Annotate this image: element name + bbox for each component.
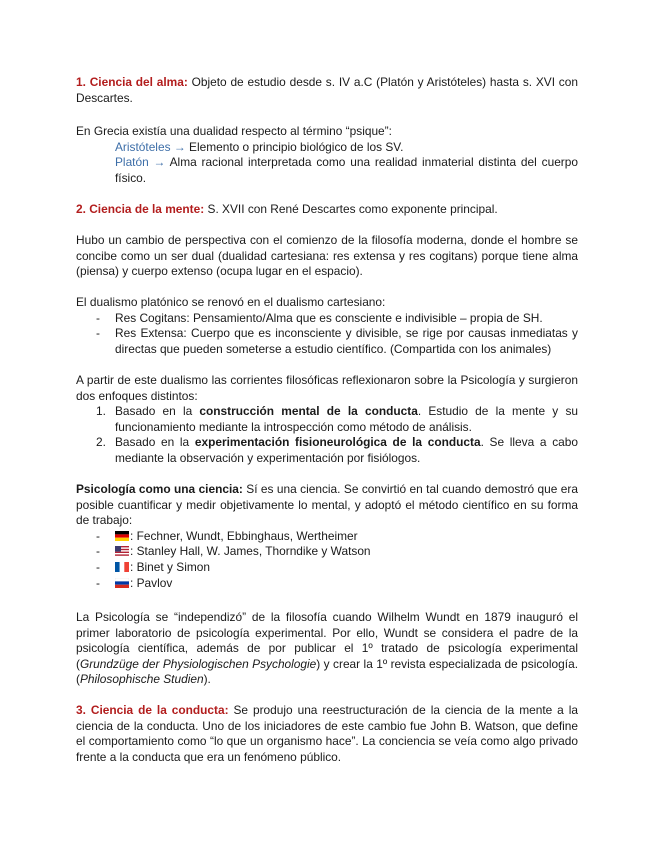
aristotle-line xyxy=(76,140,578,156)
section-conduct-paragraph xyxy=(76,703,578,765)
section-soul-heading: 1. Ciencia del alma: xyxy=(76,75,188,89)
list-number: 2. xyxy=(96,435,106,450)
dualism-block xyxy=(76,295,578,357)
bullet-dash: - xyxy=(96,326,100,341)
greece-intro: En Grecia existía una dualidad respecto al término “psique”: xyxy=(76,124,392,138)
wundt-text: ) y crear la 1º revista especializada de psicología. ( xyxy=(76,656,578,687)
wundt-paragraph xyxy=(76,610,578,688)
list-item-text: Res Extensa: Cuerpo que es inconsciente y divisible, se rige por causas inmediatas y directas que pueden someterse a estudio científico. (Compartida con los animales) xyxy=(115,326,578,356)
list-item xyxy=(76,544,578,560)
russia-flag-icon xyxy=(115,578,129,588)
pioneers-list xyxy=(76,529,578,591)
dualism-list xyxy=(76,311,578,358)
wundt-text: ). xyxy=(203,672,211,687)
section-soul-paragraph xyxy=(76,75,578,106)
germany-flag-icon xyxy=(115,531,129,541)
list-item-text: : Stanley Hall, W. James, Thorndike y Watson xyxy=(130,544,371,559)
list-item-text: Basado en la xyxy=(115,404,200,419)
list-item xyxy=(76,404,578,435)
list-item-text: Res Cogitans: Pensamiento/Alma que es consciente e indivisible – propia de SH. xyxy=(115,310,543,325)
perspective-paragraph: Hubo un cambio de perspectiva con el comienzo de la filosofía moderna, donde el hombre se concibe como un ser dual (dualidad cartesiana: res extensa y res cogitans) porque tiene alma (piensa) y cuerpo extenso (ocupa lugar en el espacio). xyxy=(76,233,578,279)
section-mind xyxy=(76,202,578,218)
list-item-text: : Fechner, Wundt, Ebbinghaus, Wertheimer xyxy=(130,528,358,543)
list-item xyxy=(76,560,578,576)
list-item-text: Basado en la xyxy=(115,435,195,450)
section-soul-text: Objeto de estudio desde s. IV a.C (Platón y Aristóteles) hasta s. XVI con Descartes. xyxy=(76,75,578,105)
list-number: 1. xyxy=(96,404,106,419)
dualism-intro: El dualismo platónico se renovó en el dualismo cartesiano: xyxy=(76,295,386,309)
section-conduct-text: Se produjo una reestructuración de la ciencia de la mente a la ciencia de la conducta. Uno de los iniciadores de este cambio fue John B. Watson, que define el comportamiento como “lo que un organismo hace”. La conciencia se veía como algo privado frente a la conducta que era un fenómeno público. xyxy=(76,703,578,764)
aristotle-name: Aristóteles → xyxy=(115,139,186,154)
greece-block xyxy=(76,124,578,186)
bullet-dash: - xyxy=(96,559,100,574)
plato-name: Platón → xyxy=(115,155,166,170)
bullet-dash: - xyxy=(96,575,100,590)
list-item-bold: experimentación fisioneurológica de la conducta xyxy=(194,435,481,450)
approaches-list xyxy=(76,404,578,466)
list-item xyxy=(76,311,578,327)
journal-title: Philosophische Studien xyxy=(79,672,204,687)
science-text: Sí es una ciencia. Se convirtió en tal cuando demostró que era posible cuantificar y medir objetivamente lo mental, y adoptó el método científico en su forma de trabajo: xyxy=(76,482,578,528)
list-item-text: : Binet y Simon xyxy=(130,559,210,574)
list-item xyxy=(76,529,578,545)
list-item xyxy=(76,326,578,357)
plato-line xyxy=(76,155,578,186)
bullet-dash: - xyxy=(96,310,100,325)
list-item-bold: construcción mental de la conducta xyxy=(199,404,418,419)
treatise-title: Grundzüge der Physiologischen Psychologie xyxy=(79,656,317,671)
section-mind-heading: 2. Ciencia de la mente: xyxy=(76,202,205,216)
science-block xyxy=(76,482,578,591)
section-soul xyxy=(76,75,578,106)
section-conduct xyxy=(76,703,578,765)
plato-text: Alma racional interpretada como una realidad inmaterial distinta del cuerpo físico. xyxy=(115,155,578,185)
bullet-dash: - xyxy=(96,544,100,559)
list-item xyxy=(76,576,578,592)
science-heading: Psicología como una ciencia: xyxy=(76,482,243,496)
list-item-text: : Pavlov xyxy=(130,575,173,590)
perspective-change xyxy=(76,233,578,280)
list-item xyxy=(76,435,578,466)
section-mind-text: S. XVII con René Descartes como exponente principal. xyxy=(204,202,498,216)
section-conduct-heading: 3. Ciencia de la conducta: xyxy=(76,703,229,717)
wundt-block xyxy=(76,610,578,688)
approaches-block xyxy=(76,373,578,467)
france-flag-icon xyxy=(115,562,129,572)
section-mind-paragraph xyxy=(76,202,578,218)
bullet-dash: - xyxy=(96,528,100,543)
science-paragraph xyxy=(76,482,578,529)
list-item-text: . Estudio de la mente y su funcionamiento mediante la introspección como método de análisis. xyxy=(115,404,578,434)
approaches-intro: A partir de este dualismo las corrientes filosóficas reflexionaron sobre la Psicología y surgieron dos enfoques distintos: xyxy=(76,373,578,403)
aristotle-text: Elemento o principio biológico de los SV. xyxy=(185,139,404,154)
usa-flag-icon xyxy=(115,546,129,556)
wundt-text: La Psicología se “independizó” de la filosofía cuando Wilhelm Wundt en 1879 inauguró el primer laboratorio de psicología experimental. Por ello, Wundt se considera el padre de la psicología científica, además de por publicar el 1º tratado de psicología experimental ( xyxy=(76,610,578,671)
list-item-text: . Se lleva a cabo mediante la observación y experimentación por fisiólogos. xyxy=(115,435,578,465)
